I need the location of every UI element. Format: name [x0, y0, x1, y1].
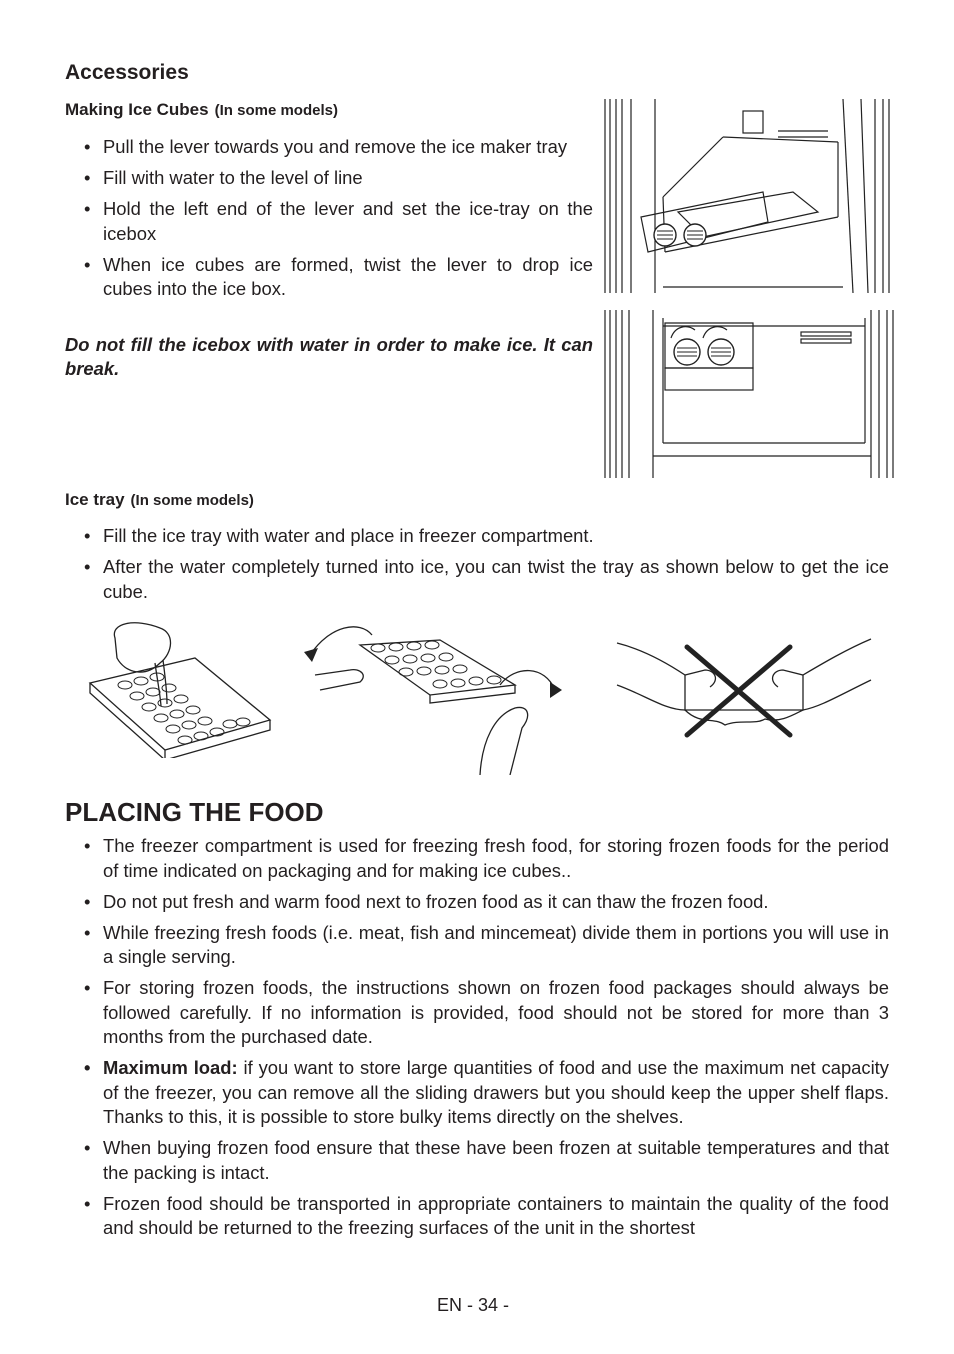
- placing-the-food-heading: PLACING THE FOOD: [65, 797, 324, 827]
- list-item: • While freezing fresh foods (i.e. meat, fish and mincemeat) divide them in portions you will use in a single serving.: [65, 921, 889, 970]
- list-item: • After the water completely turned into ice, you can twist the tray as shown below to get the ice cube.: [65, 555, 889, 604]
- list-item: • Fill with water to the level of line: [65, 166, 593, 191]
- maximum-load-text: if you want to store large quantities of food and use the maximum net capacity of the freezer, you can remove all the sliding drawers but you should keep the upper shelf flaps. Thanks to this, it is possible to store bulky items directly on the shelves.: [103, 1057, 889, 1127]
- list-item-maximum-load: [65, 1056, 889, 1130]
- list-item: • For storing frozen foods, the instructions shown on frozen food packages should always be followed carefully. If no information is provided, food should not be stored for more than 3 months from the purchased date.: [65, 976, 889, 1050]
- list-item: • Fill the ice tray with water and place in freezer compartment.: [65, 524, 889, 549]
- making-ice-cubes-note: (In some models): [214, 102, 338, 119]
- ice-tray-heading: [65, 490, 254, 510]
- ice-tray-steps: [65, 524, 889, 611]
- ice-tray-title: Ice tray: [65, 490, 125, 509]
- placing-the-food-list: [65, 834, 889, 1247]
- list-item: • Frozen food should be transported in appropriate containers to maintain the quality of the food and should be returned to the freezing surfaces of the unit in the shortest: [65, 1192, 889, 1241]
- ice-tray-note: (In some models): [130, 492, 254, 509]
- ice-cubes-warning: Do not fill the icebox with water in order to make ice. It can break.: [65, 334, 593, 379]
- page-number: EN - 34 -: [437, 1295, 510, 1315]
- list-item: • Pull the lever towards you and remove the ice maker tray: [65, 135, 593, 160]
- ice-maker-pulled-illustration: [603, 97, 897, 295]
- list-item: • When buying frozen food ensure that these have been frozen at suitable temperatures and that the packing is intact.: [65, 1136, 889, 1185]
- list-item: • The freezer compartment is used for freezing fresh food, for storing frozen foods for the period of time indicated on packaging and for making ice cubes..: [65, 834, 889, 883]
- ice-maker-mounted-illustration: [603, 308, 897, 480]
- tray-fill-illustration: [85, 618, 275, 758]
- making-ice-cubes-heading: [65, 100, 338, 120]
- maximum-load-label: Maximum load:: [103, 1057, 238, 1078]
- list-item: • Do not put fresh and warm food next to frozen food as it can thaw the frozen food.: [65, 890, 889, 915]
- tray-twist-illustration: [300, 620, 565, 775]
- tray-wrong-twist-illustration: [615, 635, 873, 745]
- list-item: • Hold the left end of the lever and set the ice-tray on the icebox: [65, 197, 593, 246]
- accessories-heading: Accessories: [65, 61, 189, 84]
- list-item: • When ice cubes are formed, twist the lever to drop ice cubes into the ice box.: [65, 253, 593, 302]
- making-ice-cubes-title: Making Ice Cubes: [65, 100, 209, 119]
- ice-cubes-steps: [65, 135, 593, 308]
